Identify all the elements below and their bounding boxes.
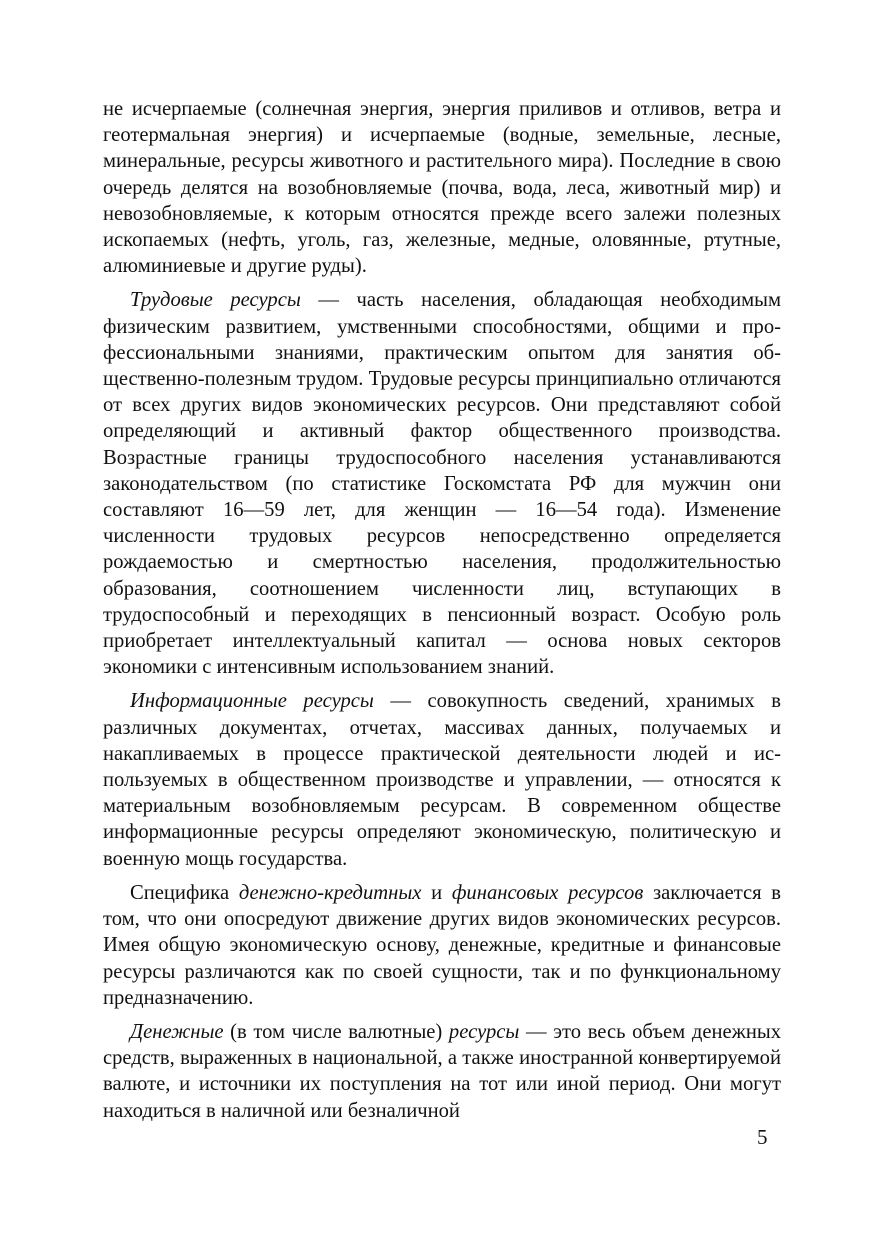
page-number: 5 bbox=[757, 1125, 768, 1149]
text-segment: Специфика bbox=[130, 881, 239, 904]
paragraph-monetary-financial-specifics bbox=[103, 880, 781, 1011]
paragraph-monetary-resources bbox=[103, 1019, 781, 1124]
term-labor-resources: Трудовые ресурсы bbox=[130, 289, 301, 312]
text-segment: заключается в том, что они опосредуют движение других видов экономических ресурсов. Имея общую экономическую основу, денежные, кредитные и финансовые ресурсы различаются как по своей сущности, так и по функциональному предназначению. bbox=[103, 881, 781, 1009]
term-financial-resources: финансовых ресурсов bbox=[451, 881, 644, 904]
paragraph-information-resources bbox=[103, 688, 781, 871]
document-page bbox=[103, 96, 781, 1124]
term-resources: ресурсы bbox=[448, 1020, 520, 1043]
text-segment: не исчерпаемые (солнечная энергия, энергия приливов и отливов, ветра и геотермальная энергия) и исчерпаемые (водные, земельные, лесные, минеральные, ресурсы животного и растительного мира). Последние в свою очередь делятся на возобновляемые (почва, вода, леса, животный мир) и невозобновляемые, к которым относятся прежде всего залежи полезных ископаемых (нефть, уголь, газ, железные, медные, оловянные, ртутные, алюминиевые и другие руды). bbox=[103, 98, 781, 278]
term-information-resources: Информационные ресурсы bbox=[130, 690, 374, 713]
text-segment: и bbox=[421, 881, 452, 904]
text-segment: — это весь объем денежных средств, выраженных в национальной, а также иностранной конвертируемой валюте, и источники их поступления на тот или иной период. Они могут находиться в наличной или безналичной bbox=[103, 1020, 781, 1122]
paragraph-labor-resources bbox=[103, 287, 781, 680]
paragraph-natural-resources-continued bbox=[103, 96, 781, 279]
text-segment: (в том числе валютные) bbox=[223, 1020, 449, 1043]
term-monetary: Денежные bbox=[130, 1020, 224, 1043]
term-monetary-credit: денежно-кредитных bbox=[238, 881, 422, 904]
text-segment: — часть населения, обладающая необходимым физическим развитием, умственными способностями, общими и профессиональными знаниями, практическим опытом для занятия общественно-полезным трудом. Трудовые ресурсы принципиально отличаются от всех других видов экономических ресурсов. Они представляют собой определяющий и активный фактор общественного производства. Возрастные границы трудоспособного населения устанавливаются законодательством (по статистике Госкомстата РФ для мужчин они составляют 16—59 лет, для женщин — 16—54 года). Изменение численности трудовых ресурсов непосредственно определяется рождаемостью и смертностью населения, продолжительностью образования, соотношением численности лиц, вступающих в трудоспособный и переходящих в пенсионный возраст. Особую роль приобретает интеллектуальный капитал — основа новых секторов экономики с интенсивным использованием знаний. bbox=[103, 289, 782, 679]
text-segment: — совокупность сведений, хранимых в различных документах, отчетах, массивах данных, получаемых и накапливаемых в процессе практической деятельности людей и используемых в общественном производстве и управлении, — относятся к материальным возобновляемым ресурсам. В современном обществе информационные ресурсы определяют экономическую, политическую и военную мощь государства. bbox=[103, 690, 781, 870]
